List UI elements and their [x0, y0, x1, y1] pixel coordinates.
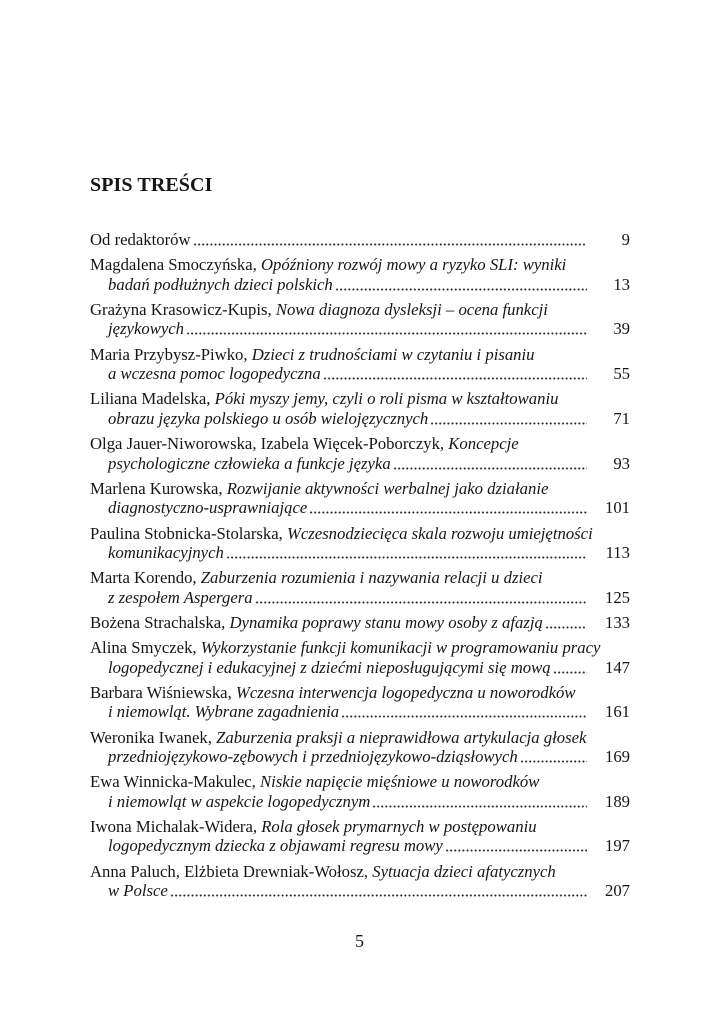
toc-entry-line-2 — [90, 881, 630, 900]
toc-entry-line-1 — [90, 230, 630, 249]
toc-entry-title-continued: badań podłużnych dzieci polskich — [108, 274, 333, 294]
toc-entry — [90, 434, 630, 473]
toc-entry-page-number: 169 — [604, 747, 630, 767]
toc-entry-line-2 — [90, 588, 630, 607]
toc-entry-page-number: 189 — [604, 791, 630, 811]
toc-entry-title: Póki myszy jemy, czyli o roli pisma w kształtowaniu — [214, 389, 559, 409]
toc-entry-line-2 — [90, 658, 630, 677]
toc-entry-title-continued: a wczesna pomoc logopedyczna — [108, 364, 321, 384]
toc-entry-title: Dzieci z trudnościami w czytaniu i pisaniu — [251, 344, 535, 364]
toc-entry-line-2 — [90, 747, 630, 766]
toc-leader-dots — [430, 409, 587, 428]
toc-entry — [90, 683, 630, 722]
table-of-contents — [90, 230, 630, 906]
toc-leader-dots — [341, 702, 587, 721]
toc-entry-author: Liliana Madelska, — [90, 389, 211, 409]
toc-entry-page-number: 55 — [613, 364, 630, 384]
toc-entry — [90, 817, 630, 856]
toc-entry-line-1 — [90, 728, 630, 747]
toc-entry-title-continued: z zespołem Aspergera — [108, 587, 253, 607]
toc-entry-line-2 — [90, 702, 630, 721]
toc-entry-title-continued: logopedycznym dziecka z objawami regresu mowy — [108, 836, 443, 856]
toc-entry-page-number: 71 — [613, 408, 630, 428]
toc-entry-line-1 — [90, 300, 630, 319]
toc-leader-dots — [255, 588, 587, 607]
toc-leader-dots — [323, 364, 587, 383]
toc-entry-page-number: 125 — [604, 587, 630, 607]
toc-entry-title: Wczesnodziecięca skala rozwoju umiejętności — [286, 523, 593, 543]
toc-entry — [90, 300, 630, 339]
toc-entry-page-number: 197 — [604, 836, 630, 856]
toc-entry-title: Dynamika poprawy stanu mowy osoby z afazją — [229, 612, 543, 632]
toc-entry-title-continued: komunikacyjnych — [108, 542, 224, 562]
toc-entry-title-continued: i niemowląt. Wybrane zagadnienia — [108, 702, 340, 722]
toc-entry-line-2 — [90, 275, 630, 294]
toc-entry-title: Rola głosek prymarnych w postępowaniu — [261, 817, 537, 837]
toc-entry-line-1 — [90, 568, 630, 587]
toc-entry-title-continued: obrazu języka polskiego u osób wielojęzycznych — [108, 408, 429, 428]
toc-entry-page-number: 13 — [613, 274, 630, 294]
toc-entry-page-number: 133 — [604, 612, 630, 632]
toc-entry — [90, 638, 630, 677]
toc-entry-line-1 — [90, 389, 630, 408]
toc-entry-line-2 — [90, 454, 630, 473]
toc-leader-dots — [309, 498, 587, 517]
toc-leader-dots — [170, 881, 587, 900]
toc-leader-dots — [193, 230, 587, 249]
toc-entry-title: Wczesna interwencja logopedyczna u noworodków — [235, 682, 576, 702]
toc-entry-line-1 — [90, 479, 630, 498]
toc-entry-page-number: 39 — [613, 319, 630, 339]
toc-entry-author: Weronika Iwanek, — [90, 727, 212, 747]
toc-leader-dots — [393, 454, 587, 473]
toc-entry-line-1 — [90, 817, 630, 836]
toc-entry-author: Barbara Wiśniewska, — [90, 682, 232, 702]
toc-entry-page-number: 113 — [605, 542, 630, 562]
toc-entry-page-number: 101 — [604, 498, 630, 518]
toc-entry — [90, 230, 630, 249]
toc-entry — [90, 728, 630, 767]
toc-entry — [90, 345, 630, 384]
toc-entry-line-2 — [90, 498, 630, 517]
toc-leader-dots — [226, 543, 587, 562]
toc-leader-dots — [335, 275, 587, 294]
toc-heading: SPIS TREŚCI — [90, 174, 213, 196]
toc-entry-page-number: 9 — [621, 230, 630, 249]
toc-entry-line-1 — [90, 772, 630, 791]
toc-entry-line-2 — [90, 543, 630, 562]
toc-entry-title-continued: w Polsce — [108, 881, 168, 901]
toc-entry-author: Marta Korendo, — [90, 568, 197, 588]
toc-entry-title: Nowa diagnoza dysleksji – ocena funkcji — [275, 300, 548, 319]
toc-entry-title: Opóźniony rozwój mowy a ryzyko SLI: wyniki — [261, 255, 567, 275]
toc-entry-author: Maria Przybysz-Piwko, — [90, 344, 248, 364]
toc-entry-line-1 — [90, 638, 630, 657]
toc-entry-title: Niskie napięcie mięśniowe u noworodków — [260, 772, 540, 792]
toc-entry-author: Paulina Stobnicka-Stolarska, — [90, 523, 283, 543]
toc-entry — [90, 613, 630, 632]
page-number: 5 — [355, 931, 364, 951]
toc-entry-page-number: 147 — [604, 657, 630, 677]
toc-entry-author: Bożena Strachalska, — [90, 612, 226, 632]
toc-entry-author: Ewa Winnicka-Makulec, — [90, 772, 256, 792]
toc-leader-dots — [545, 613, 587, 632]
toc-entry-line-1 — [90, 862, 630, 881]
toc-entry-line-2 — [90, 792, 630, 811]
toc-entry-line-2 — [90, 364, 630, 383]
toc-entry-author: Anna Paluch, Elżbieta Drewniak-Wołosz, — [90, 861, 369, 881]
toc-entry-title: Koncepcje — [448, 434, 519, 454]
toc-entry-title-continued: przedniojęzykowo-zębowych i przedniojęzykowo-dziąsłowych — [108, 747, 518, 767]
toc-entry-title: Zaburzenia praksji a nieprawidłowa artykulacja głosek — [216, 727, 587, 747]
toc-entry-line-1 — [90, 683, 630, 702]
toc-entry-title: Rozwijanie aktywności werbalnej jako działanie — [226, 478, 549, 498]
toc-entry-line-1 — [90, 524, 630, 543]
toc-entry-author: Iwona Michalak-Widera, — [90, 817, 258, 837]
toc-entry — [90, 568, 630, 607]
toc-entry-title: Wykorzystanie funkcji komunikacji w programowaniu pracy — [200, 638, 601, 658]
toc-entry-author: Marlena Kurowska, — [90, 478, 223, 498]
toc-entry-title-continued: diagnostyczno-usprawniające — [108, 498, 308, 518]
toc-entry-author: Grażyna Krasowicz-Kupis, — [90, 300, 272, 319]
toc-entry-text — [90, 613, 543, 632]
toc-entry-line-1 — [90, 345, 630, 364]
toc-entry-line-1 — [90, 613, 630, 632]
toc-leader-dots — [372, 792, 587, 811]
toc-leader-dots — [553, 658, 587, 677]
toc-entry — [90, 772, 630, 811]
toc-entry-line-2 — [90, 319, 630, 338]
toc-entry-title-continued: i niemowląt w aspekcie logopedycznym — [108, 791, 371, 811]
toc-entry-label: Od redaktorów — [90, 230, 191, 249]
toc-leader-dots — [520, 747, 587, 766]
toc-entry — [90, 255, 630, 294]
toc-leader-dots — [186, 319, 587, 338]
toc-entry-title-continued: psychologiczne człowieka a funkcje języka — [108, 453, 391, 473]
toc-entry — [90, 524, 630, 563]
toc-entry-line-1 — [90, 434, 630, 453]
toc-entry-line-1 — [90, 255, 630, 274]
toc-entry-author: Alina Smyczek, — [90, 638, 197, 658]
toc-leader-dots — [445, 836, 587, 855]
toc-entry-author: Magdalena Smoczyńska, — [90, 255, 257, 275]
toc-entry-title-continued: logopedycznej i edukacyjnej z dziećmi nieposługującymi się mową — [108, 657, 551, 677]
toc-entry — [90, 479, 630, 518]
toc-entry-line-2 — [90, 836, 630, 855]
toc-entry — [90, 862, 630, 901]
toc-entry-title: Sytuacja dzieci afatycznych — [372, 861, 556, 881]
toc-entry — [90, 389, 630, 428]
toc-entry-author: Olga Jauer-Niworowska, Izabela Więcek-Poborczyk, — [90, 434, 445, 454]
toc-entry-title: Zaburzenia rozumienia i nazywania relacji u dzieci — [200, 568, 543, 588]
toc-entry-title-continued: językowych — [108, 319, 184, 339]
toc-entry-page-number: 93 — [613, 453, 630, 473]
toc-entry-page-number: 207 — [604, 881, 630, 901]
toc-entry-page-number: 161 — [604, 702, 630, 722]
toc-entry-line-2 — [90, 409, 630, 428]
